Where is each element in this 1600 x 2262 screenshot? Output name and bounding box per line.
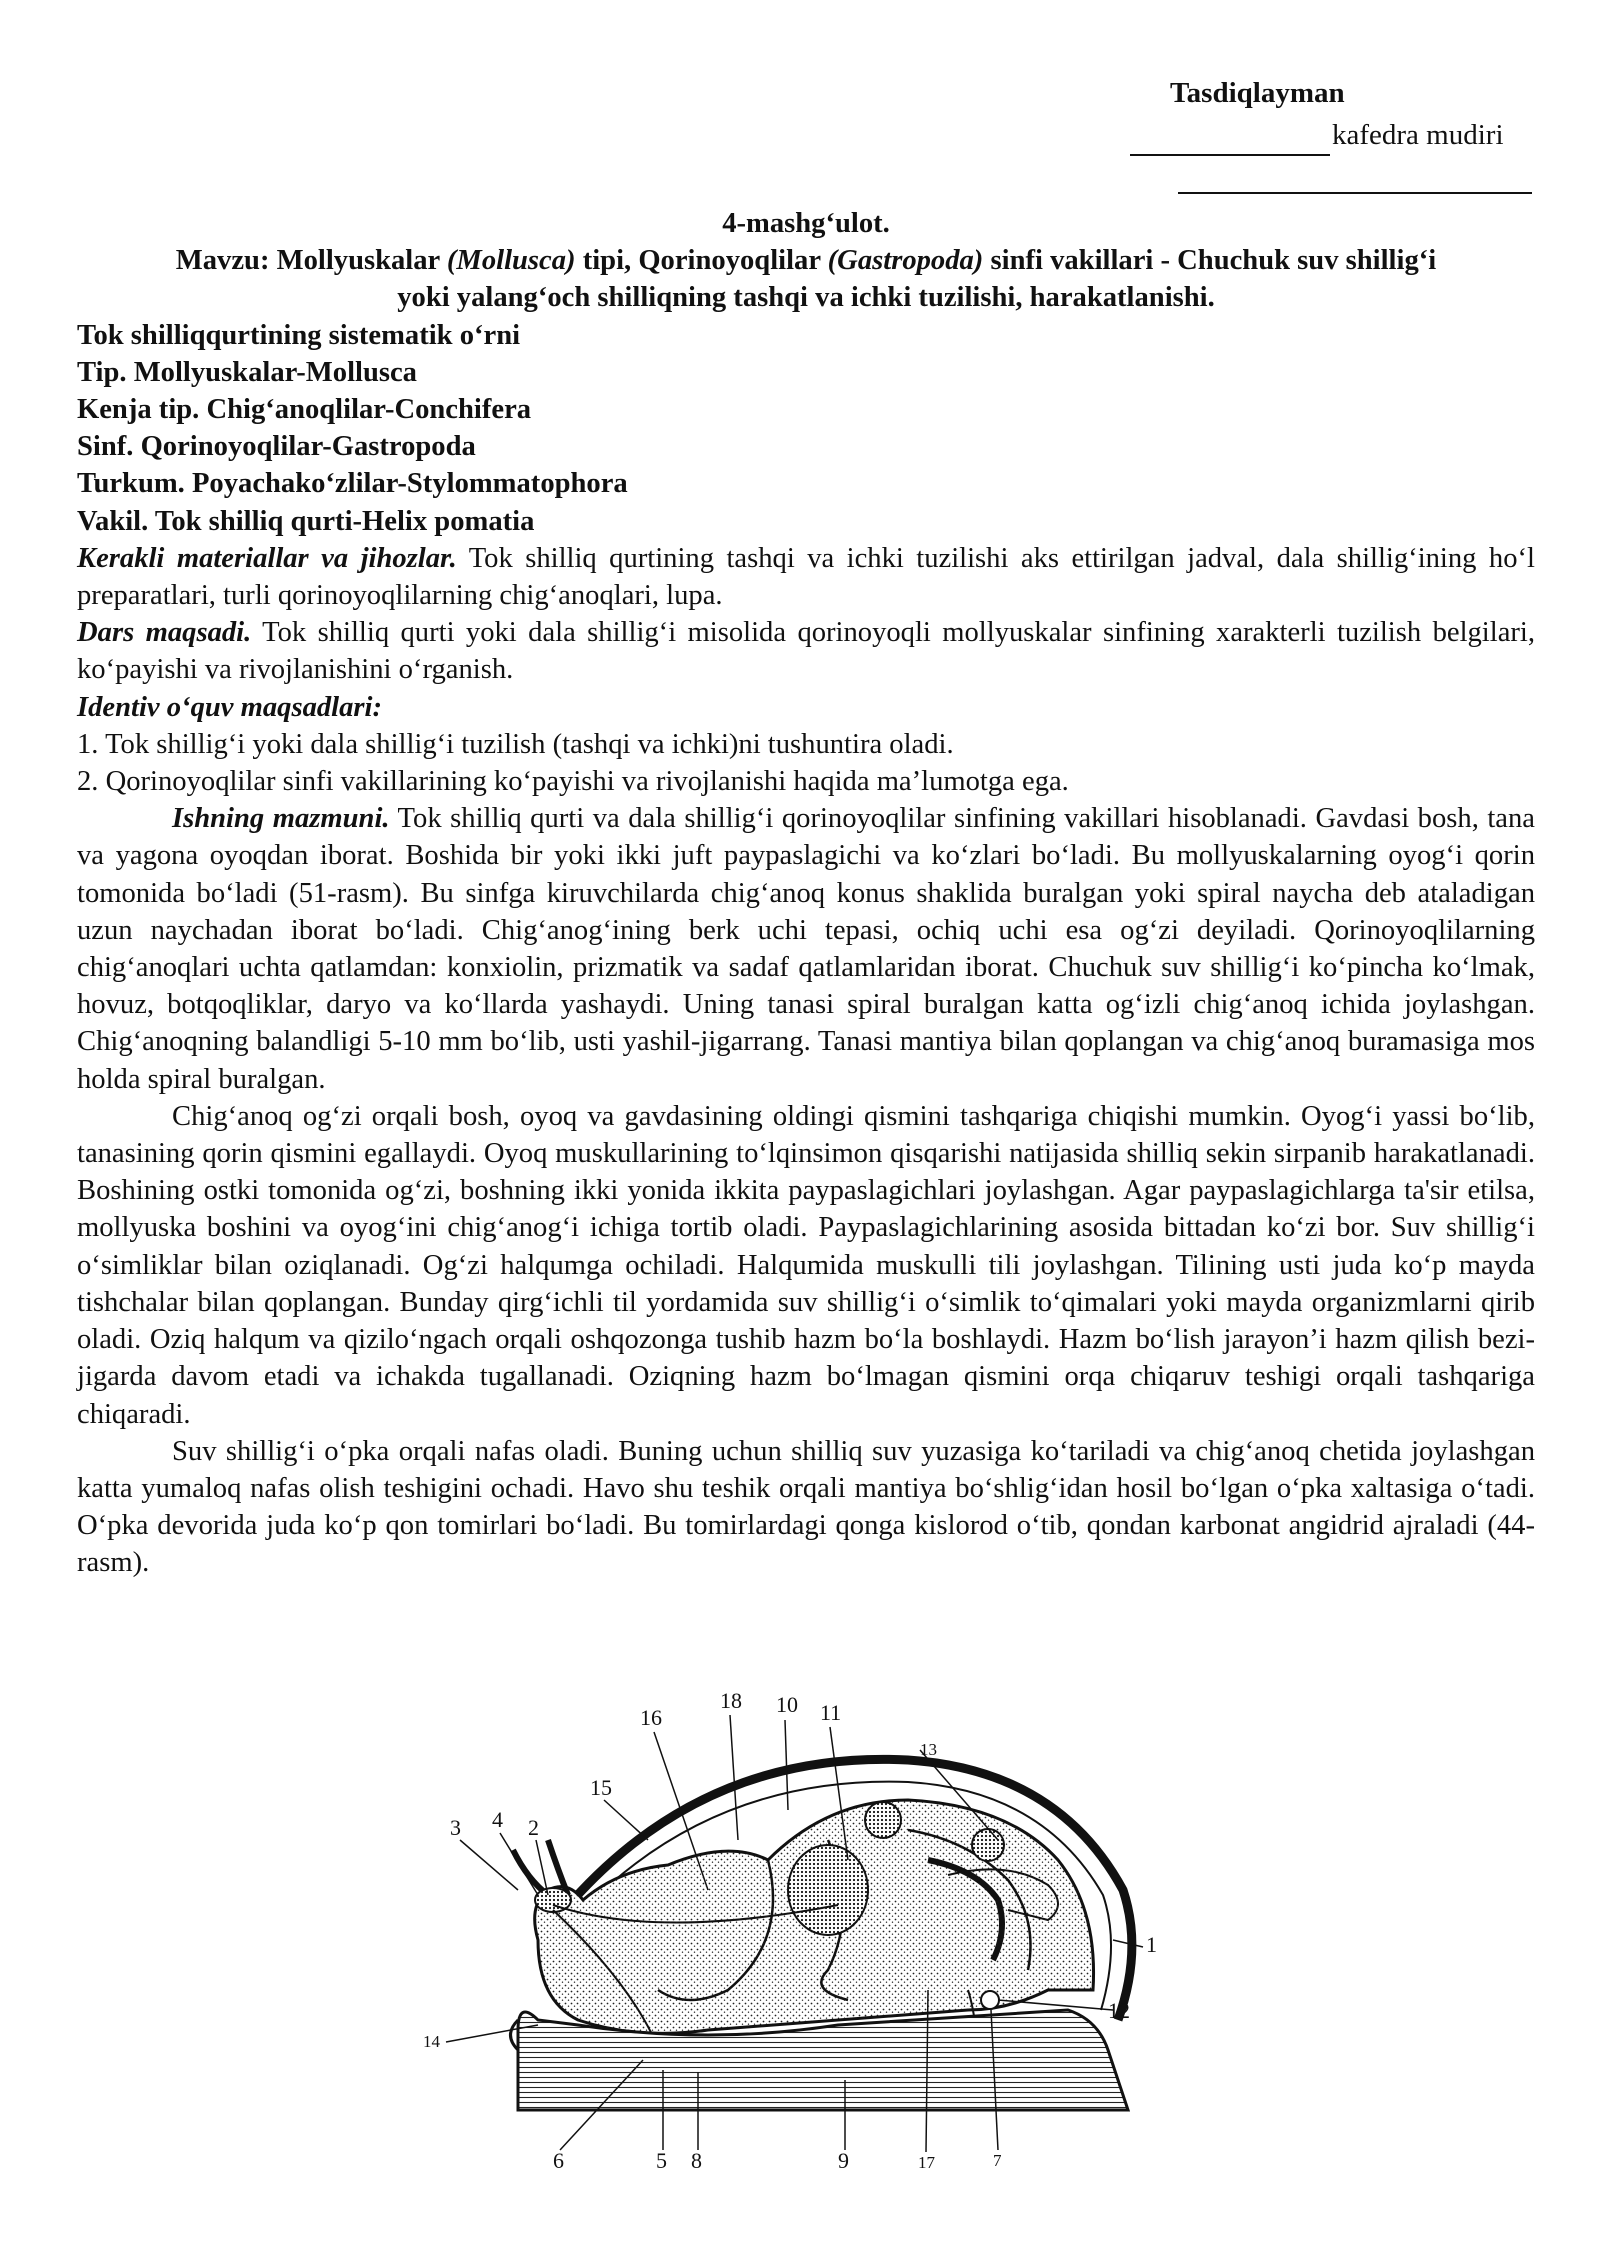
- figure-label: 5: [656, 2148, 667, 2173]
- materials-paragraph: [77, 540, 1535, 614]
- figure-label: 7: [993, 2151, 1002, 2170]
- body-paragraph-1: [77, 800, 1535, 1098]
- body-paragraph-2: Chig‘anoq og‘zi orqali bosh, oyoq va gavdasining oldingi qismini tashqariga chiqishi mumkin. Oyog‘i yassi bo‘lib, tanasining qorin qismini egallaydi. Oyoq muskullarining to‘lqinsimon qisqarishi natijasida shilliq sekin sirpanib harakatlanadi. Boshining ostki tomonida og‘zi, boshning ikki yonida ikkita paypaslagichlari joylashgan. Agar paypaslagichlarga ta'sir etilsa, mollyuska boshini va oyog‘ini chig‘anog‘i ichiga tortib oladi. Paypaslagichlarining asosida bittadan ko‘zi bor. Suv shillig‘i o‘simliklar bilan oziqlanadi. Og‘zi halqumga ochiladi. Halqumida muskulli tili joylashgan. Tilining usti juda ko‘p mayda tishchalar bilan qoplangan. Bunday qirg‘ichli til yordamida suv shillig‘i o‘simlik to‘qimalari yoki mayda organizmlarni qirib oladi. Oziq halqum va qizilo‘ngach orqali oshqozonga tushib hazm bo‘la boshlaydi. Hazm bo‘lish jarayon’i hazm qilish bezi-jigarda davom etadi va ichakda tugallanadi. Oziqning hazm bo‘lmagan qismini orqa chiqaruv teshigi orqali tashqariga chiqaradi.: [77, 1100, 1535, 1430]
- goal-paragraph: [77, 614, 1535, 688]
- systematics-item: Tip. Mollyuskalar-Mollusca: [77, 356, 417, 388]
- objectives-label: Identiv o‘quv maqsadlari:: [77, 691, 382, 723]
- figure-label: 2: [528, 1815, 539, 1840]
- figure-label: 8: [691, 2148, 702, 2173]
- figure-label: 12: [1108, 1998, 1130, 2023]
- lesson-number: 4-mashg‘ulot.: [722, 208, 890, 239]
- figure-label: 15: [590, 1775, 612, 1800]
- materials-text: Tok shilliq qurtining tashqi va ichki tuzilishi aks ettirilgan jadval, dala shillig‘ining ho‘l preparatlari, turli qorinoyoqlilarning chig‘anoqlari, lupa.: [77, 542, 1535, 612]
- snail-anatomy-figure: [408, 1690, 1198, 2210]
- signature-line-2: [1178, 190, 1532, 194]
- approval-title: Tasdiqlayman: [1170, 77, 1345, 109]
- topic-suffix: sinfi vakillari - Chuchuk suv shillig‘i: [983, 245, 1437, 277]
- topic-prefix: Mavzu: Mollyuskalar: [175, 245, 447, 277]
- topic-mid: tipi, Qorinoyoqlilar: [575, 245, 828, 277]
- figure-label: 13: [920, 1740, 937, 1759]
- systematics-item: Kenja tip. Chig‘anoqlilar-Conchifera: [77, 394, 532, 426]
- materials-label: Kerakli materiallar va jihozlar.: [77, 542, 457, 574]
- lesson-topic-line2: yoki yalang‘och shilliqning tashqi va ichki tuzilishi, harakatlanishi.: [397, 282, 1215, 314]
- figure-label: 3: [450, 1815, 461, 1840]
- systematics-heading: Tok shilliqqurtining sistematik o‘rni: [77, 319, 521, 351]
- figure-label: 4: [492, 1807, 503, 1832]
- figure-label: 1: [1146, 1932, 1157, 1957]
- snail-anatomy-drawing: [408, 1690, 1198, 2210]
- document-body: [77, 205, 1535, 1582]
- topic-latin-gastropoda: (Gastropoda): [827, 245, 984, 277]
- body-p1-text: Tok shilliq qurti va dala shillig‘i qorinoyoqlilar sinfining vakillari hisoblanadi. Gavdasi bosh, tana va yagona oyoqdan iborat. Boshida bir yoki ikki juft paypaslagichi va ko‘zlari bo‘ladi. Bu mollyuskalarning oyog‘i qorin tomonida bo‘ladi (51-rasm). Bu sinfga kiruvchilarda chig‘anoq konus shaklida buralgan yoki spiral naycha deb ataladigan uzun naychadan iborat bo‘ladi. Chig‘anog‘ining berk uchi tepasi, ochiq uchi esa og‘zi deyiladi. Qorinoyoqlilarning chig‘anoqlari uchta qatlamdan: konxiolin, prizmatik va sadaf qatlamlaridan iborat. Chuchuk suv shillig‘i ko‘pincha ko‘lmak, hovuz, botqoqliklar, daryo va ko‘llarda yashaydi. Uning tanasi spiral buralgan katta og‘izli chig‘anoq ichida joylashgan. Chig‘anoqning balandligi 5-10 mm bo‘lib, usti yashil-jigarrang. Tanasi mantiya bilan qoplangan va chig‘anoq buramasiga mos holda spiral buralgan.: [77, 803, 1535, 1095]
- objective-item: 1. Tok shillig‘i yoki dala shillig‘i tuzilish (tashqi va ichki)ni tushuntira oladi.: [77, 728, 954, 760]
- figure-label: 10: [776, 1692, 798, 1717]
- goal-text: Tok shilliq qurti yoki dala shillig‘i misolida qorinoyoqli mollyuskalar sinfining xarakterli tuzilish belgilari, ko‘payishi va rivojlanishini o‘rganish.: [77, 617, 1536, 686]
- systematics-item: Vakil. Tok shilliq qurti-Helix pomatia: [77, 505, 535, 537]
- figure-label: 14: [423, 2032, 440, 2051]
- figure-label: 17: [918, 2153, 935, 2172]
- figure-label: 18: [720, 1690, 742, 1713]
- lesson-topic: [77, 242, 1535, 279]
- figure-label: 16: [640, 1705, 662, 1730]
- figure-label: 11: [820, 1700, 842, 1725]
- systematics-item: Turkum. Poyachako‘zlilar-Stylommatophora: [77, 468, 628, 500]
- approval-role-line: [1130, 114, 1504, 156]
- signature-line: [1130, 124, 1330, 156]
- approval-role: kafedra mudiri: [1332, 119, 1504, 151]
- body-lead-label: Ishning mazmuni.: [172, 803, 390, 835]
- objective-item: 2. Qorinoyoqlilar sinfi vakillarining ko‘payishi va rivojlanishi haqida ma’lumotga ega.: [77, 766, 1069, 798]
- topic-latin-mollusca: (Mollusca): [446, 245, 576, 277]
- body-paragraph-3: Suv shillig‘i o‘pka orqali nafas oladi. Buning uchun shilliq suv yuzasiga ko‘tariladi va chig‘anoq chetida joylashgan katta yumaloq nafas olish teshigini ochadi. Havo shu teshik orqali mantiya bo‘shlig‘idan hosil bo‘lgan o‘pka xaltasiga o‘tadi. O‘pka devorida juda ko‘p qon tomirlari bo‘ladi. Bu tomirlardagi qonga kislorod o‘tib, qondan karbonat angidrid ajraladi (44-rasm).: [77, 1435, 1535, 1579]
- goal-label: Dars maqsadi.: [77, 617, 252, 649]
- figure-label: 9: [838, 2148, 849, 2173]
- figure-label: 6: [553, 2148, 564, 2173]
- systematics-item: Sinf. Qorinoyoqlilar-Gastropoda: [77, 431, 476, 463]
